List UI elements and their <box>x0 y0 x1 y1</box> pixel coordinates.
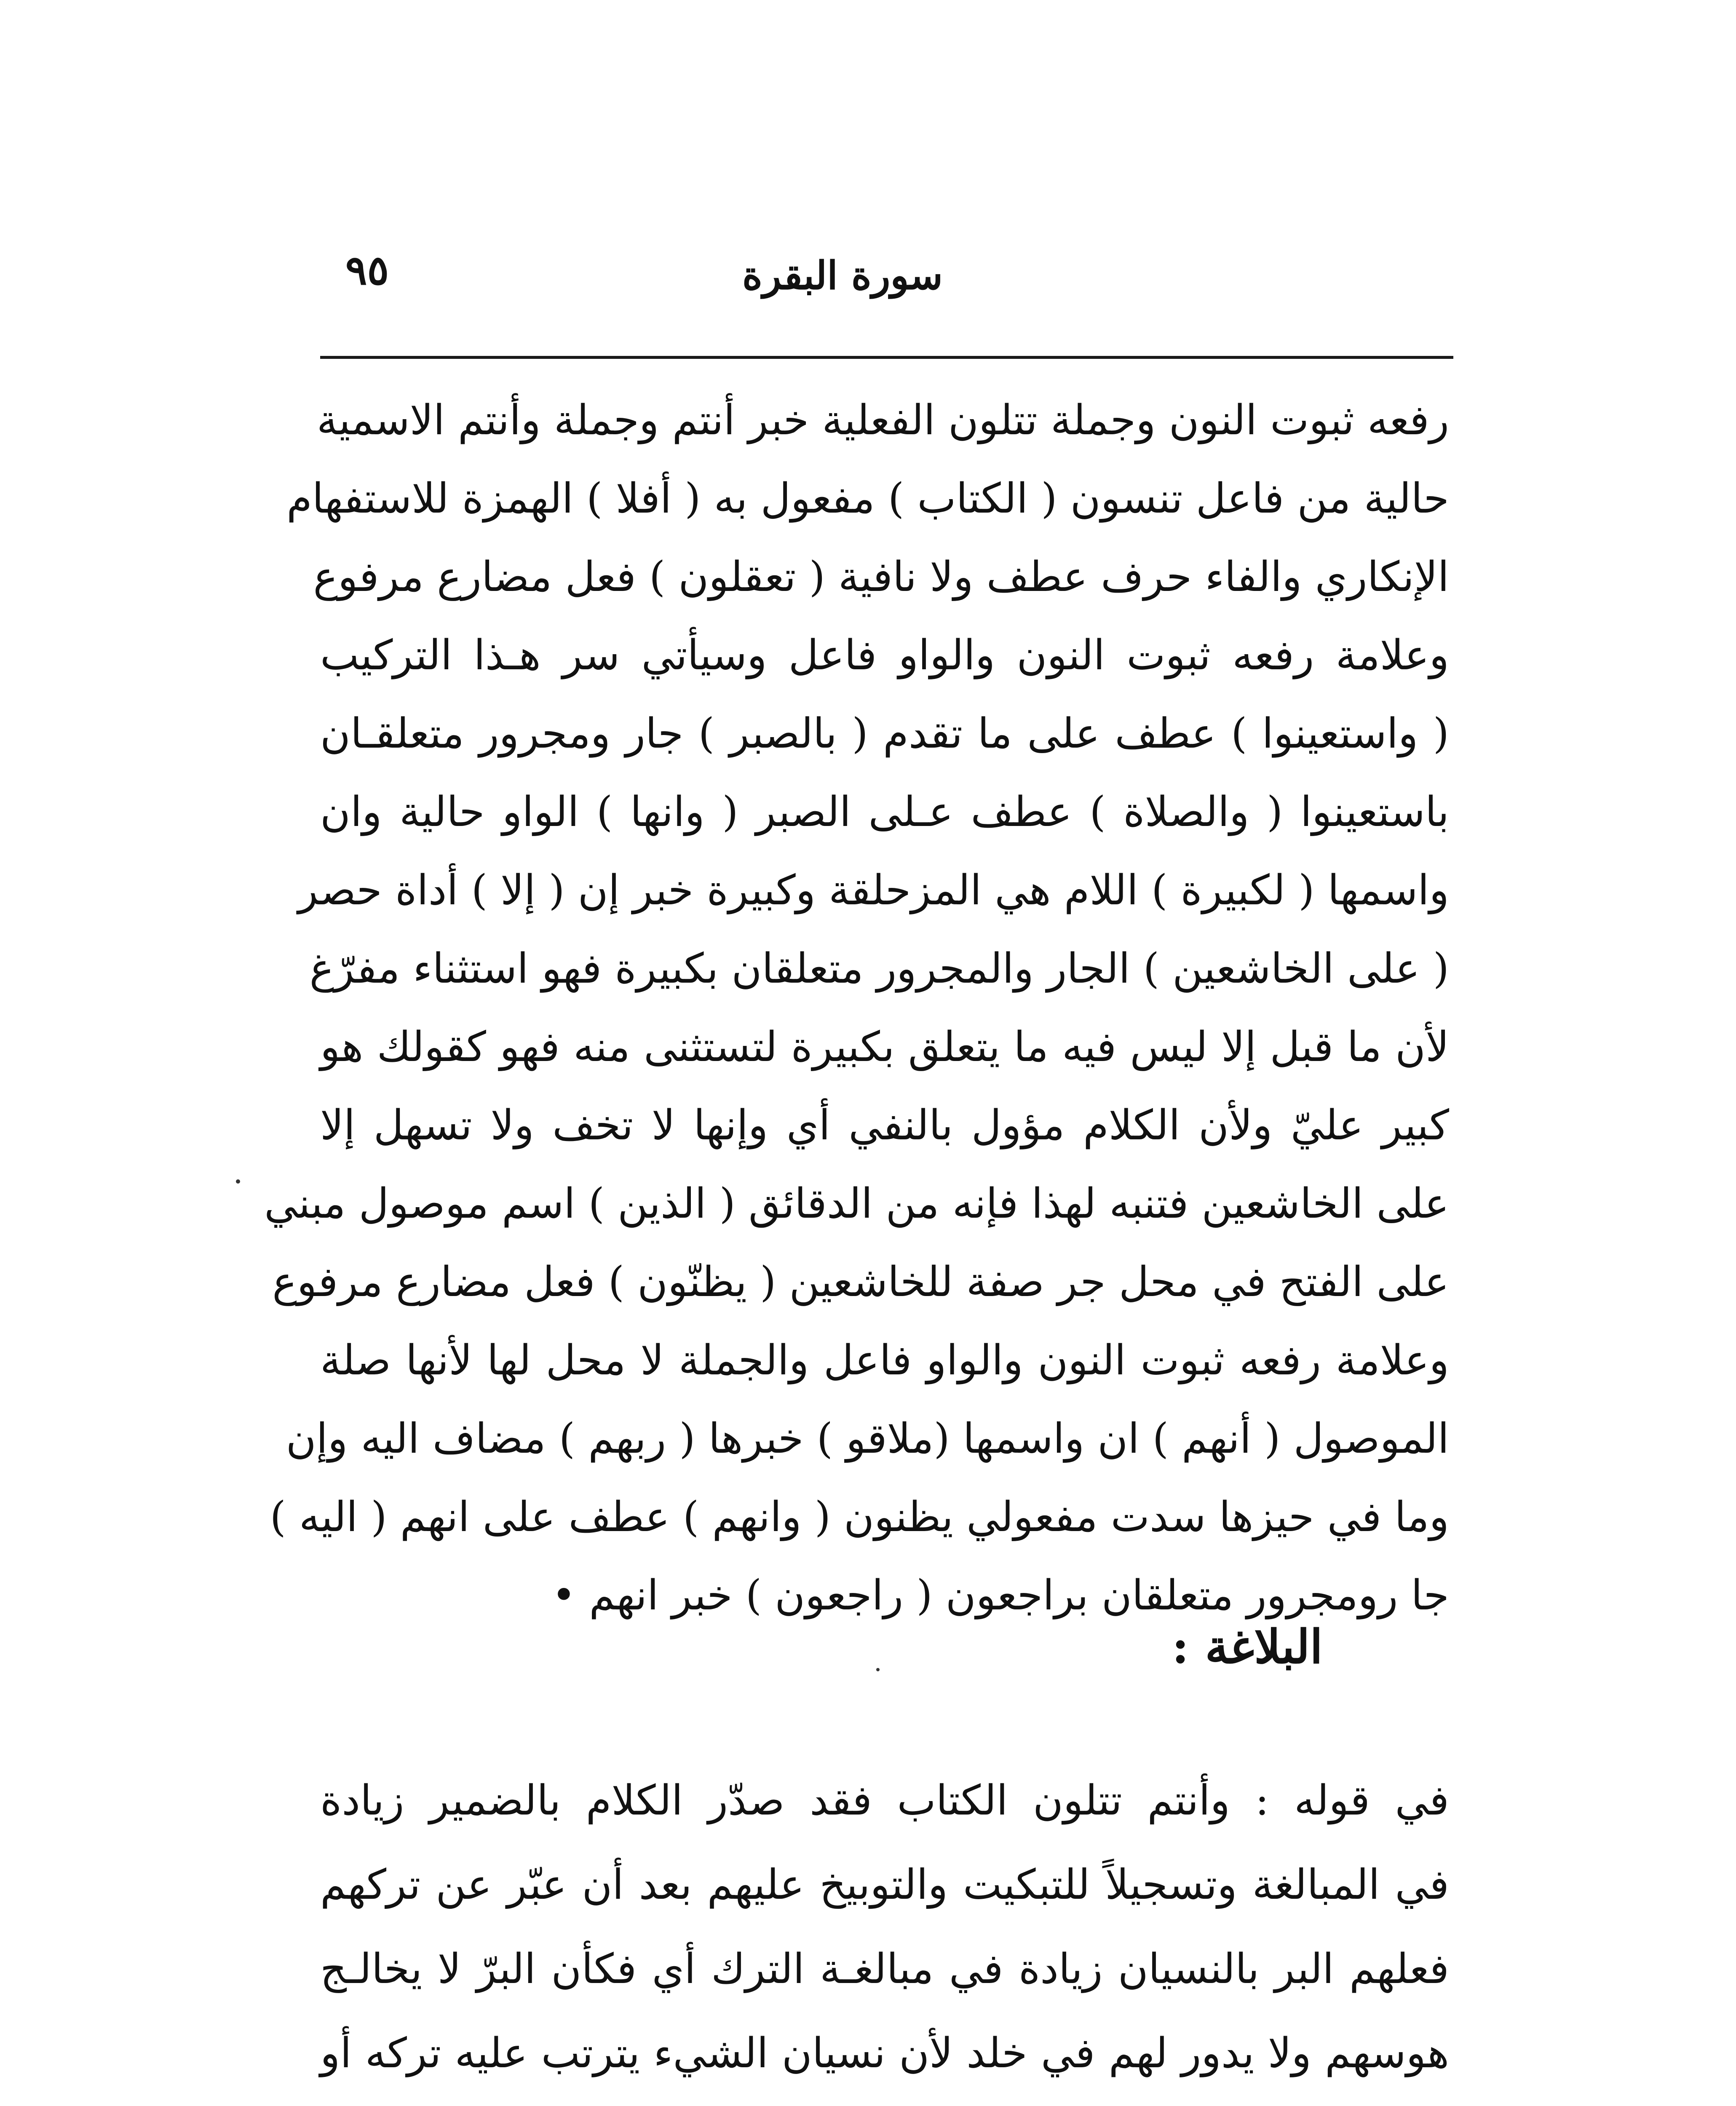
text-line: رفعه ثبوت النون وجملة تتلون الفعلية خبر أنتم وجملة وأنتم الاسمية <box>316 396 1449 444</box>
top-paragraph <box>264 381 1449 1635</box>
section-heading: البلاغة : <box>1172 1620 1323 1674</box>
text-line: في قوله : وأنتم تتلون الكتاب فقد صدّر الكلام بالضمير زيادة <box>320 1777 1449 1825</box>
text-line: ( واستعينوا ) عطف على ما تقدم ( بالصبر ) جار ومجرور متعلقـان <box>320 710 1449 758</box>
text-line: جا رومجرور متعلقان براجعون ( راجعون ) خبر انهم • <box>551 1571 1449 1620</box>
scan-speck <box>876 1668 880 1671</box>
header-rule <box>320 356 1453 359</box>
text-line: لأن ما قبل إلا ليس فيه ما يتعلق بكبيرة لتستثنى منه فهو كقولك هو <box>320 1023 1449 1071</box>
text-line: وعلامة رفعه ثبوت النون والواو فاعل والجملة لا محل لها لأنها صلة <box>320 1336 1449 1384</box>
text-line: وما في حيزها سدت مفعولي يظنون ( وانهم ) عطف على انهم ( اليه ) <box>270 1493 1449 1541</box>
text-line <box>320 2095 1449 2106</box>
text-line: باستعينوا ( والصلاة ) عطف عـلى الصبر ( وانها ) الواو حالية وان <box>320 788 1449 836</box>
page-number: ٩٥ <box>345 246 389 294</box>
text-line: على الخاشعين فتنبه لهذا فإنه من الدقائق ( الذين ) اسم موصول مبني <box>264 1180 1449 1228</box>
bottom-paragraph <box>320 1759 1449 2106</box>
text-line: حالية من فاعل تنسون ( الكتاب ) مفعول به ( أفلا ) الهمزة للاستفهام <box>286 475 1449 523</box>
text-line: الموصول ( أنهم ) ان واسمها (ملاقو ) خبرها ( ربهم ) مضاف اليه وإن <box>286 1415 1449 1463</box>
text-line: الإنكاري والفاء حرف عطف ولا نافية ( تعقلون ) فعل مضارع مرفوع <box>313 553 1449 601</box>
text-line: واسمها ( لكبيرة ) اللام هي المزحلقة وكبيرة خبر إن ( إلا ) أداة حصر <box>298 866 1449 914</box>
running-head-title: سورة البقرة <box>742 253 943 298</box>
text-line: على الفتح في محل جر صفة للخاشعين ( يظنّون ) فعل مضارع مرفوع <box>272 1258 1449 1306</box>
scan-speck <box>236 1179 240 1184</box>
text-line: كبير عليّ ولأن الكلام مؤول بالنفي أي وإنها لا تخف ولا تسهل إلا <box>320 1101 1449 1149</box>
text-line: وعلامة رفعه ثبوت النون والواو فاعل وسيأتي سر هـذا التركيب <box>320 631 1449 679</box>
text-line: ( على الخاشعين ) الجار والمجرور متعلقان بكبيرة فهو استثناء مفرّغ <box>309 945 1449 993</box>
text-line: فعلهم البر بالنسيان زيادة في مبالغـة الترك أي فكأن البرّ لا يخالـج <box>320 1945 1449 1993</box>
text-line: هوسهم ولا يدور لهم في خلد لأن نسيان الشيء يترتب عليه تركه أو <box>320 2029 1449 2077</box>
text-line: في المبالغة وتسجيلاً للتبكيت والتوبيخ عليهم بعد أن عبّر عن تركهم <box>320 1861 1449 1909</box>
